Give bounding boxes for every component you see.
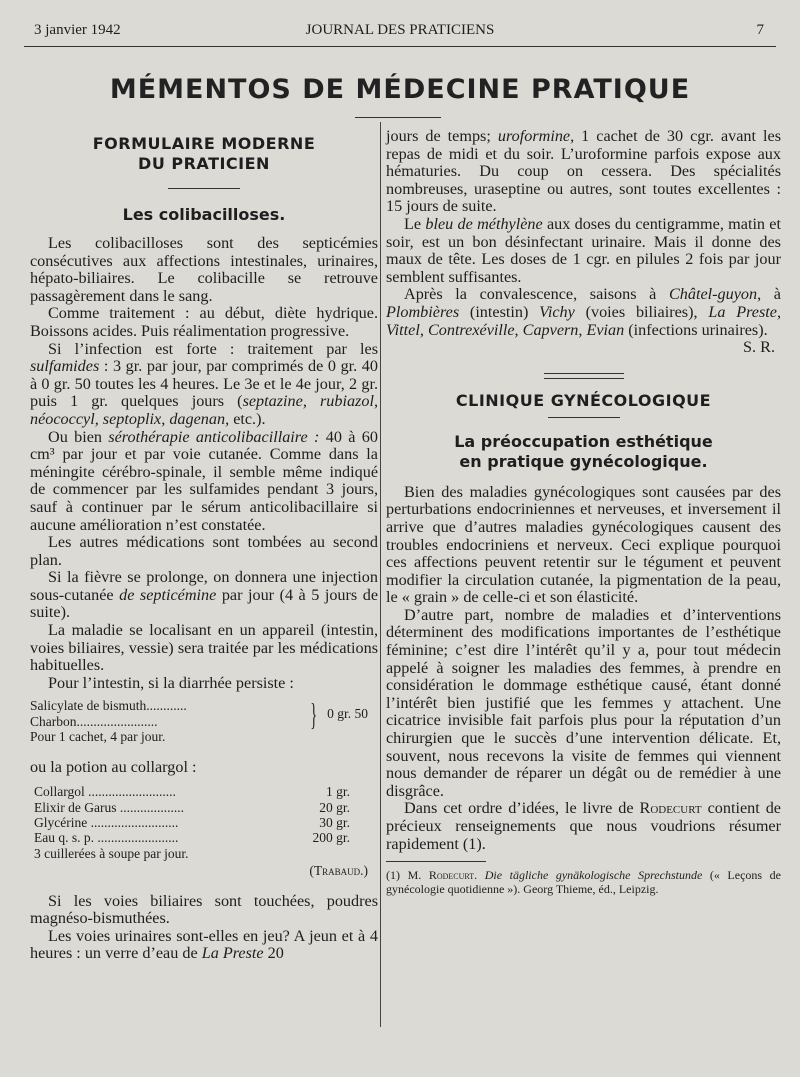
footnote <box>386 868 781 896</box>
italic-text: uroformine, <box>497 127 575 145</box>
prescription-line <box>30 800 378 815</box>
double-rule <box>544 373 624 379</box>
italic-text: La Preste, Vittel, Contrexéville, Capvern, Evian <box>386 302 781 339</box>
prescription-collargol <box>30 784 378 878</box>
prescription-line <box>30 815 378 830</box>
italic-text: sérothérapie anticolibacillaire : <box>108 427 320 446</box>
subtitle-line-1: La préoccupation esthétique <box>454 431 713 451</box>
text: jours de temps; <box>386 127 498 145</box>
ingredient: Elixir de Garus ................... <box>34 799 184 815</box>
text: : 3 gr. par jour, par comprimés de 0 gr. 40 à 0 gr. 50 toutes les 4 heures. Le 3e et le 4e jour, 2 gr. puis 1 gr. quelques jours ( <box>30 357 378 411</box>
author-name: Rodecurt. <box>428 868 478 883</box>
prescription-note: 3 cuillerées à soupe par jour. <box>34 845 189 861</box>
text: Dans cet ordre d’idées, le livre de <box>404 799 640 818</box>
text: aux doses du centigramme, matin et soir, est un bon désinfectant urinaire. Mais il donne des maux de tête. Les doses de 1 cgr. en pilules 2 fois par jour semblent suffisantes. <box>386 214 781 286</box>
text: etc.). <box>229 409 266 428</box>
text: Le <box>404 214 426 233</box>
paragraph <box>386 800 781 853</box>
author-signature: S. R. <box>743 338 775 357</box>
footnote-rule <box>386 861 486 862</box>
text: (voies biliaires), <box>574 302 709 321</box>
dose: 200 gr. <box>312 830 350 846</box>
dose: 20 gr. <box>319 799 350 815</box>
brace-symbol: } <box>309 695 317 732</box>
italic-text: sulfamides <box>30 357 100 376</box>
text: à <box>761 285 781 304</box>
paragraph: Les autres médications sont tombées au second plan. <box>30 533 378 569</box>
text: contient de précieux renseignements que nous voudrions résumer rapidement (1). <box>386 799 781 853</box>
paragraph <box>30 928 378 963</box>
text: (infections urinaires). <box>624 320 768 339</box>
section-rule <box>548 417 620 418</box>
text: 40 à 60 cm³ par jour et par voie cutanée. Comme dans la méningite cérébro-spinale, il semble même indiqué de commencer par les sulfamides pendant 3 jours, sauf à continuer par le sérum anticolibacillaire si aucune amélioration n’est constatée. <box>30 427 378 534</box>
paragraph <box>386 128 781 216</box>
prescription-bismuth <box>30 695 378 732</box>
paragraph <box>30 429 378 535</box>
italic-text: bleu de méthylène <box>425 214 543 233</box>
header-date: 3 janvier 1942 <box>34 22 121 38</box>
paragraph <box>30 341 378 429</box>
italic-text: Plombières <box>386 302 460 321</box>
header-rule <box>24 46 776 47</box>
text: Après la convalescence, saisons à <box>404 285 669 304</box>
italic-text: Vichy <box>539 302 575 321</box>
prescription-line <box>30 830 378 845</box>
paragraph: Comme traitement : au début, diète hydrique. Boissons acides. Puis réalimentation progressive. <box>30 304 378 340</box>
ingredient: Eau q. s. p. ........................ <box>34 830 179 846</box>
prescription-note: Pour 1 cachet, 4 par jour. <box>30 729 166 745</box>
page-title: MÉMENTOS DE MÉDECINE PRATIQUE <box>109 74 691 105</box>
prescription-item: Salicylate de bismuth............ <box>30 698 187 714</box>
italic-text: La Preste <box>201 944 264 963</box>
paragraph: La maladie se localisant en un appareil (intestin, voies biliaires, vessie) sera traitée par les médications habituelles. <box>30 621 378 675</box>
column-divider <box>380 122 381 1027</box>
italic-text: de septicémine <box>119 585 217 604</box>
section-title-clinique: CLINIQUE GYNÉCOLOGIQUE <box>455 390 712 410</box>
paragraph: ou la potion au collargol : <box>30 757 197 776</box>
italic-text: septazine, rubiazol, néococcyl, septoplix, dagenan, <box>30 392 378 428</box>
text: Ou bien <box>48 427 109 446</box>
paragraph <box>386 286 781 339</box>
text: Les voies urinaires sont-elles en jeu? A jeun et à 4 heures : un verre d’eau de <box>30 926 378 963</box>
section-title-formulaire <box>30 134 378 174</box>
text: 1 cachet de 30 cgr. avant les repas de midi et du soir. L’uroformine parfois expose aux hématuries. Du coup on cessera. Des spécialités nombreuses, uraseptine ou autres, sont toutes excellentes : 15 jours de suite. <box>386 127 781 216</box>
left-column <box>30 128 378 963</box>
prescription-line <box>30 784 378 799</box>
text: Si la fièvre se prolonge, on donnera une injection sous-cutanée <box>30 568 378 604</box>
text: (« Leçons de gynécologie quotidienne »). Georg Thieme, éd., Leipzig. <box>386 868 781 897</box>
paragraph: Les colibacilloses sont des septicémies consécutives aux affections intestinales, urinaires, hépato-biliaires. Le colibacille se retrouve passagèrement dans le sang. <box>30 234 378 305</box>
paragraph: Pour l’intestin, si la diarrhée persiste : <box>48 673 294 692</box>
ingredient: Glycérine .......................... <box>34 815 179 831</box>
prescription-item: Charbon........................ <box>30 713 158 729</box>
text: 20 <box>263 944 284 963</box>
header-page-number: 7 <box>756 22 764 38</box>
right-column <box>386 128 781 896</box>
text: par jour (4 à 5 jours de suite). <box>30 585 378 622</box>
subtitle-line-2: en pratique gynécologique. <box>459 451 708 471</box>
paragraph: Bien des maladies gynécologiques sont causées par des perturbations endocriniennes et nerveuses, et inversement il arrive que d’autres maladies gynécologiques causent des troubles endocriniens et nerveux. Ceci explique pourquoi ces affections peuvent retentir sur le tégument et peuvent modifier la circulation cutanée, la pigmentation de la peau, le « grain » de celle-ci et son élasticité. <box>386 482 781 607</box>
italic-text: Châtel-guyon, <box>669 285 762 304</box>
article-subtitle: Les colibacilloses. <box>122 205 286 224</box>
author-name: Rodecurt <box>639 799 702 818</box>
text: Si l’infection est forte : traitement par les <box>48 339 378 358</box>
section-title-line-2: DU PRATICIEN <box>138 154 270 173</box>
italic-text: Die tägliche gynäkologische Sprechstunde <box>477 868 703 883</box>
paragraph <box>386 216 781 286</box>
dose: 1 gr. <box>325 784 350 800</box>
section-title-line-1: FORMULAIRE MODERNE <box>92 134 316 153</box>
prescription-author: (Trabaud.) <box>309 863 368 879</box>
article-subtitle <box>386 432 781 472</box>
running-header <box>28 22 772 42</box>
prescription-items <box>30 698 300 729</box>
paragraph: Si les voies biliaires sont touchées, poudres magnéso-bismuthées. <box>30 891 378 928</box>
section-rule <box>168 188 240 189</box>
ingredient: Collargol .......................... <box>34 784 176 800</box>
text: (1) M. <box>386 868 429 883</box>
title-rule <box>355 117 441 118</box>
paragraph: D’autre part, nombre de maladies et d’interventions déterminent des modifications importantes de l’esthétique féminine; c’est dire l’intérêt qu’il y a, pour tout médecin appelé à soigner les maladies des femmes, à prendre en considération le dommage esthétique causé, étant donné l’intérêt bien justifié que les femmes y attachent. Une cicatrice invisible fait parfois plus pour la réputation d’un chirurgien que le succès d’une intervention délicate. Et, souvent, nous recevons la visite de femmes qui viennent nous demander de réparer un dégât ou de remédier à une disgrâce. <box>386 605 781 800</box>
prescription-dose: 0 gr. 50 <box>327 706 368 722</box>
dose: 30 gr. <box>319 815 350 831</box>
text: (intestin) <box>459 302 540 321</box>
paragraph <box>30 569 378 622</box>
header-journal-name: JOURNAL DES PRATICIENS <box>305 22 495 38</box>
